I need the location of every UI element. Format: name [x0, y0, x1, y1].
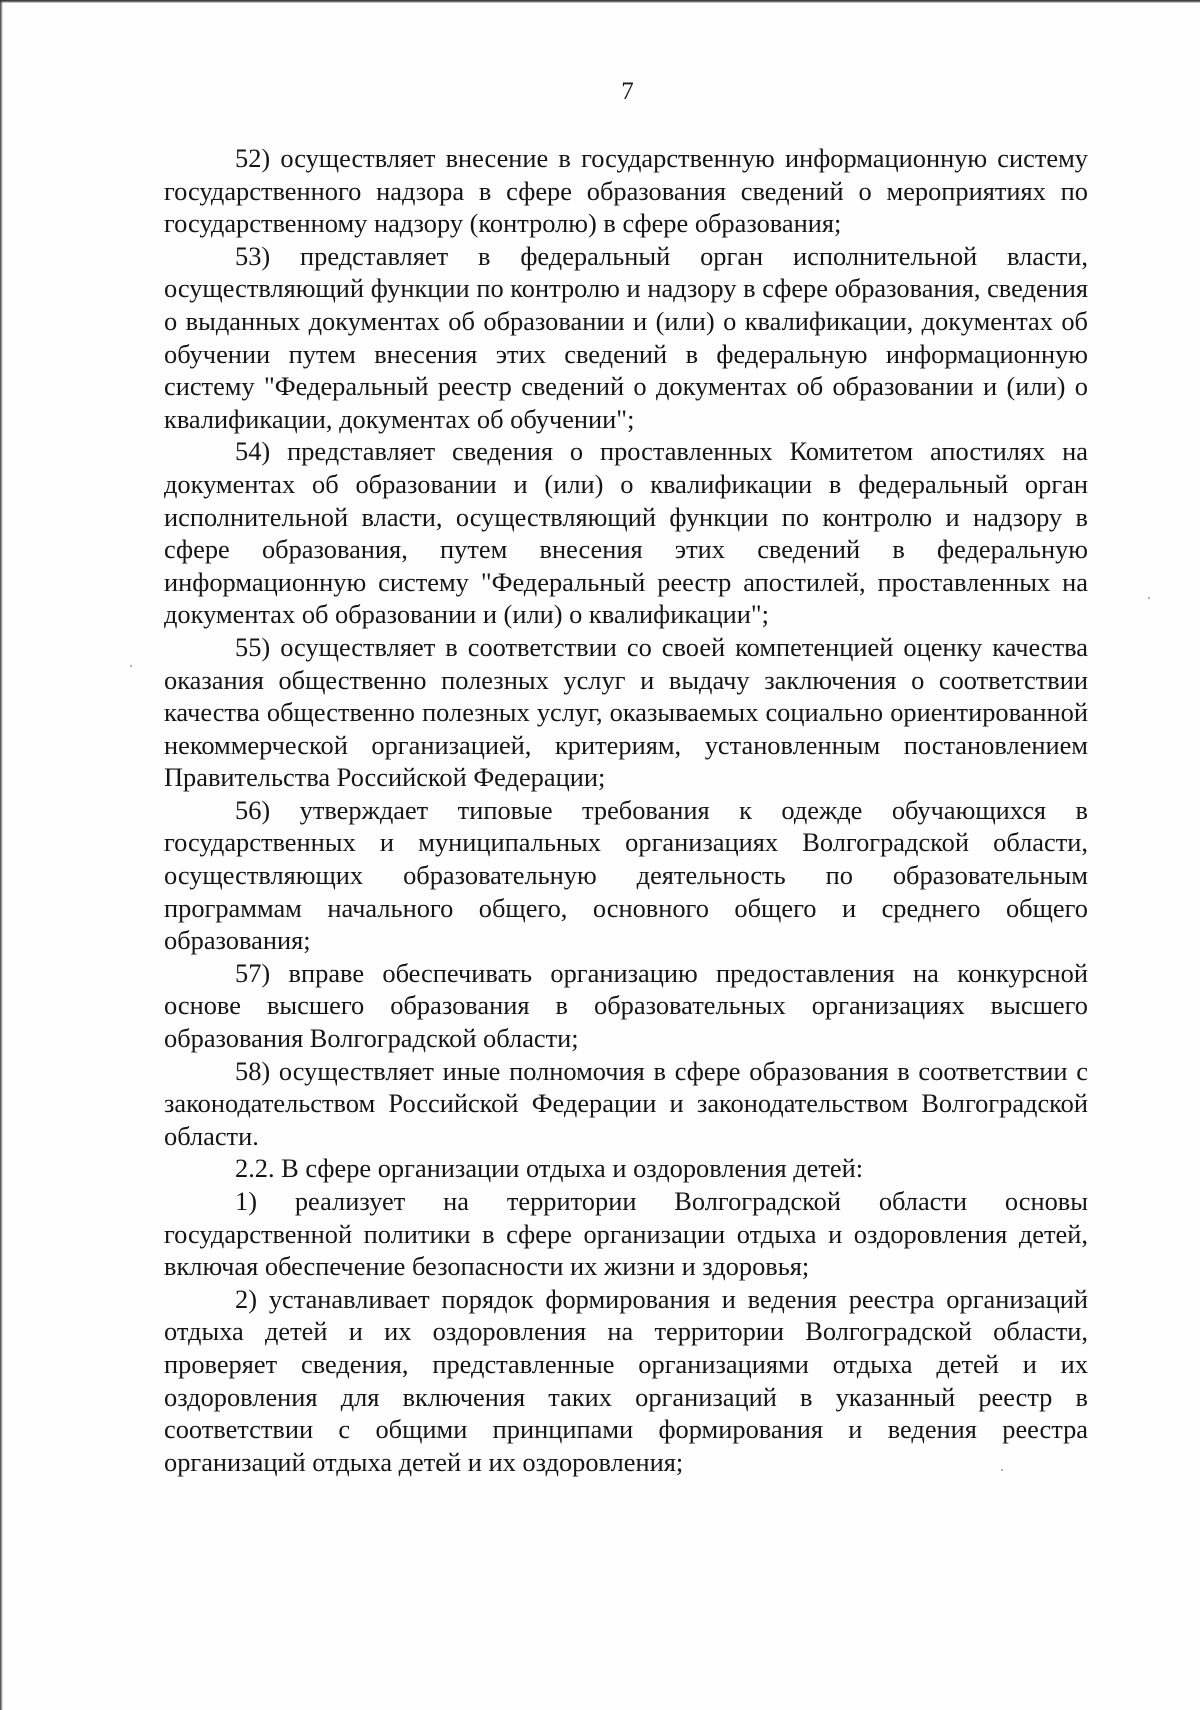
section-heading-2-2: 2.2. В сфере организации отдыха и оздоровления детей: [235, 1153, 864, 1184]
paragraph-item-52: 52) осуществляет внесение в государственную информационную систему государственного надзора в сфере образования сведений о мероприятиях по государственному надзору (контролю) в сфере образования; [164, 143, 1088, 239]
paragraph-item-2: 2) устанавливает порядок формирования и ведения реестра организаций отдыха детей и их оздоровления на территории Волгоградской области, проверяет сведения, представленные организациями отдыха детей и их оздоровления для включения таких организаций в указанный реестр в соответствии с общими принципами формирования и ведения реестра организаций отдыха детей и их оздоровления; [164, 1283, 1088, 1477]
scan-edge-left [0, 0, 3, 1710]
scan-speck [1001, 1469, 1003, 1471]
paragraph-item-58: 58) осуществляет иные полномочия в сфере образования в соответствии с законодательством Российской Федерации и законодательством Волгоградской области. [164, 1055, 1088, 1151]
page-number: 7 [621, 78, 634, 105]
paragraph-item-53: 53) представляет в федеральный орган исполнительной власти, осуществляющий функции по контролю и надзору в сфере образования, сведения о выданных документах об образовании и (или) о квалификации, документах об обучении путем внесения этих сведений в федеральную информационную систему "Федеральный реестр сведений о документах об образовании и (или) о квалификации, документах об обучении"; [164, 240, 1088, 434]
paragraph-item-57: 57) вправе обеспечивать организацию предоставления на конкурсной основе высшего образования в образовательных организациях высшего образования Волгоградской области; [164, 957, 1088, 1054]
document-body [164, 142, 1088, 1478]
paragraph-item-54: 54) представляет сведения о проставленных Комитетом апостилях на документах об образовании и (или) о квалификации в федеральный орган исполнительной власти, осуществляющий функции по контролю и надзору в сфере образования, путем внесения этих сведений в федеральную информационную систему "Федеральный реестр апостилей, проставленных на документах об образовании и (или) о квалификации"; [164, 436, 1088, 630]
scan-speck [130, 665, 132, 667]
scan-speck [1148, 597, 1150, 599]
scan-edge-top [0, 0, 1200, 3]
paragraph-item-1: 1) реализует на территории Волгоградской области основы государственной политики в сфере организации отдыха и оздоровления детей, включая обеспечение безопасности их жизни и здоровья; [164, 1186, 1088, 1282]
paragraph-item-55: 55) осуществляет в соответствии со своей компетенцией оценку качества оказания общественно полезных услуг и выдачу заключения о соответствии качества общественно полезных услуг, оказываемых социально ориентированной некоммерческой организацией, критериям, установленным постановлением Правительства Российской Федерации; [164, 631, 1088, 793]
paragraph-item-56: 56) утверждает типовые требования к одежде обучающихся в государственных и муниципальных организациях Волгоградской области, осуществляющих образовательную деятельность по образовательным программам начального общего, основного общего и среднего общего образования; [164, 794, 1088, 956]
